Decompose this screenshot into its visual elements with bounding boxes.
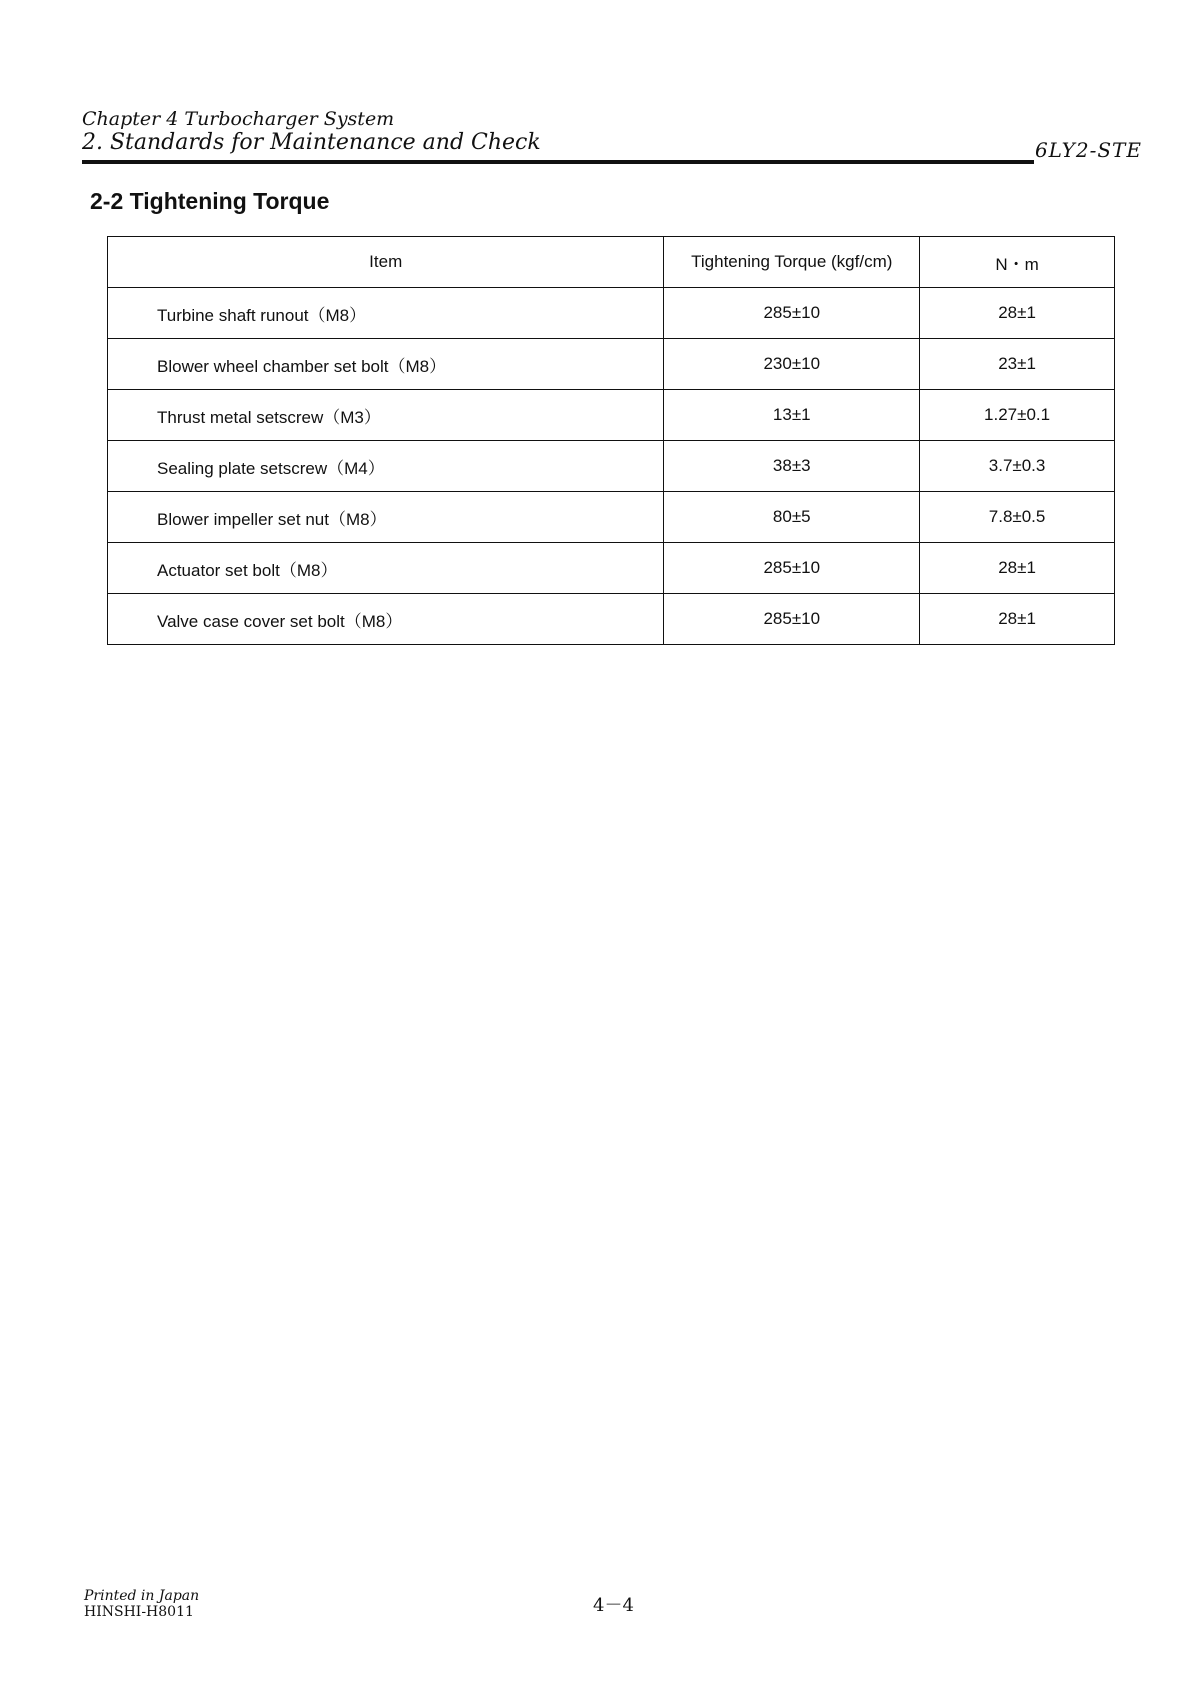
footer-print-info xyxy=(84,1588,199,1620)
table-row xyxy=(108,390,1115,441)
page-header xyxy=(82,108,1142,168)
torque-nm-value: 28±1 xyxy=(920,543,1115,594)
torque-nm-value: 7.8±0.5 xyxy=(920,492,1115,543)
column-header-torque-nm: N・m xyxy=(920,237,1115,288)
table-row xyxy=(108,594,1115,645)
item-name: Valve case cover set bolt（M8） xyxy=(108,594,664,645)
document-code: HINSHI-H8011 xyxy=(84,1604,194,1620)
torque-kgf-value: 285±10 xyxy=(664,543,920,594)
torque-nm-value: 3.7±0.3 xyxy=(920,441,1115,492)
item-name: Blower impeller set nut（M8） xyxy=(108,492,664,543)
torque-nm-value: 23±1 xyxy=(920,339,1115,390)
item-name: Actuator set bolt（M8） xyxy=(108,543,664,594)
header-rule xyxy=(82,160,1034,164)
torque-kgf-value: 38±3 xyxy=(664,441,920,492)
torque-nm-value: 28±1 xyxy=(920,594,1115,645)
column-header-item: Item xyxy=(108,237,664,288)
torque-nm-value: 1.27±0.1 xyxy=(920,390,1115,441)
page-number: 4－4 xyxy=(593,1595,634,1616)
tightening-torque-table xyxy=(107,236,1115,645)
column-header-torque-kgf: Tightening Torque (kgf/cm) xyxy=(664,237,920,288)
table-row xyxy=(108,543,1115,594)
item-name: Blower wheel chamber set bolt（M8） xyxy=(108,339,664,390)
torque-kgf-value: 13±1 xyxy=(664,390,920,441)
torque-kgf-value: 285±10 xyxy=(664,288,920,339)
torque-nm-value: 28±1 xyxy=(920,288,1115,339)
subsection-title: 2-2 Tightening Torque xyxy=(90,188,330,214)
table-header-row xyxy=(108,237,1115,288)
table-row xyxy=(108,441,1115,492)
torque-kgf-value: 230±10 xyxy=(664,339,920,390)
table-row xyxy=(108,339,1115,390)
printed-in-note: Printed in Japan xyxy=(84,1588,200,1604)
torque-kgf-value: 80±5 xyxy=(664,492,920,543)
item-name: Turbine shaft runout（M8） xyxy=(108,288,664,339)
table-row xyxy=(108,288,1115,339)
engine-model: 6LY2-STE xyxy=(1034,138,1142,162)
section-title: 2. Standards for Maintenance and Check xyxy=(82,130,541,155)
table-row xyxy=(108,492,1115,543)
torque-kgf-value: 285±10 xyxy=(664,594,920,645)
item-name: Sealing plate setscrew（M4） xyxy=(108,441,664,492)
chapter-title: Chapter 4 Turbocharger System xyxy=(82,108,395,130)
item-name: Thrust metal setscrew（M3） xyxy=(108,390,664,441)
